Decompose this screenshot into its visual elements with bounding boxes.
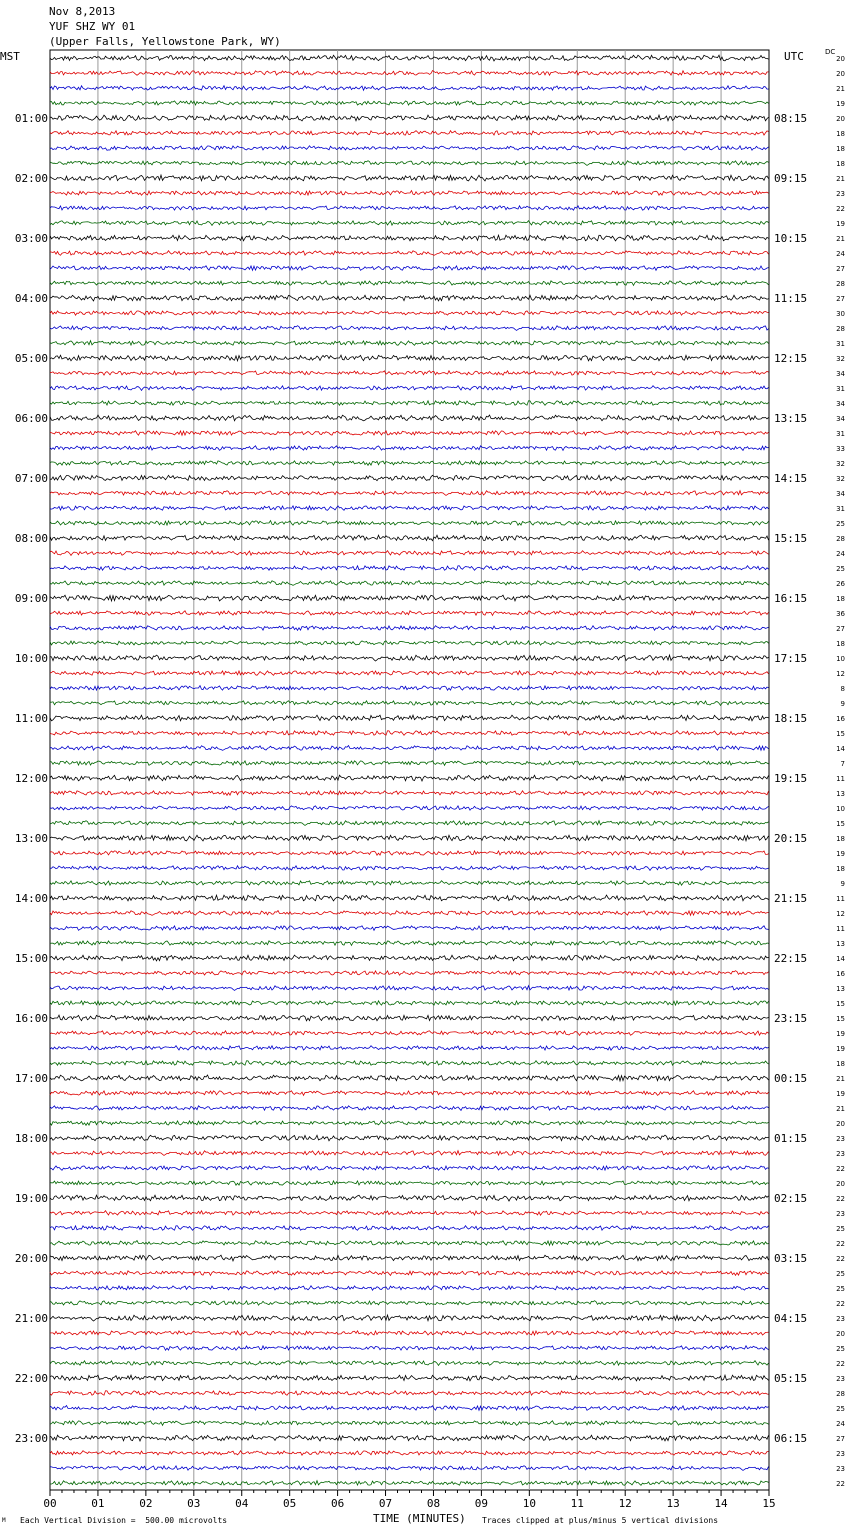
seismic-trace: [50, 281, 769, 286]
dc-value: 20: [836, 1120, 845, 1128]
left-hour-label: 02:00: [14, 172, 48, 185]
x-tick-label: 11: [570, 1497, 584, 1510]
dc-value: 21: [836, 85, 845, 93]
seismic-trace: [50, 851, 769, 856]
dc-value: 28: [836, 1390, 845, 1398]
right-hour-label: 09:15: [774, 172, 808, 185]
seismic-trace: [50, 311, 769, 315]
dc-value: 19: [836, 100, 845, 108]
dc-value: 27: [836, 1435, 845, 1443]
right-hour-label: 17:15: [774, 652, 808, 665]
seismic-trace: [50, 1435, 769, 1441]
seismic-trace: [50, 1301, 769, 1306]
dc-value: 22: [836, 205, 845, 213]
left-hour-label: 15:00: [14, 952, 48, 965]
seismic-trace: [50, 535, 769, 541]
dc-value: 22: [836, 1360, 845, 1368]
dc-value: 9: [840, 880, 845, 888]
seismic-trace: [50, 131, 769, 135]
dc-value: 15: [836, 730, 845, 738]
seismic-trace: [50, 191, 769, 196]
dc-value: 25: [836, 1345, 845, 1353]
left-hour-label: 16:00: [14, 1012, 48, 1025]
dc-value: 23: [836, 1150, 845, 1158]
seismic-trace: [50, 671, 769, 676]
left-hour-label: 14:00: [14, 892, 48, 905]
dc-value: 11: [836, 895, 845, 903]
dc-value: 20: [836, 70, 845, 78]
seismic-trace: [50, 1181, 769, 1185]
dc-value: 32: [836, 475, 845, 483]
dc-value: 13: [836, 790, 845, 798]
dc-value: 11: [836, 925, 845, 933]
dc-header-label: DC: [825, 48, 836, 56]
seismic-trace: [50, 1046, 769, 1051]
seismic-trace: [50, 626, 769, 631]
corner-mark: M: [2, 1517, 6, 1524]
left-hour-label: 21:00: [14, 1312, 48, 1325]
seismic-trace: [50, 461, 769, 466]
dc-value: 21: [836, 175, 845, 183]
dc-value: 31: [836, 340, 845, 348]
right-hour-label: 08:15: [774, 112, 808, 125]
dc-value: 18: [836, 640, 845, 648]
dc-value: 25: [836, 520, 845, 528]
seismic-trace: [50, 1015, 769, 1021]
seismic-trace: [50, 1406, 769, 1411]
right-hour-label: 22:15: [774, 952, 808, 965]
seismic-trace: [50, 55, 769, 61]
dc-value: 25: [836, 1405, 845, 1413]
left-hour-label: 22:00: [14, 1372, 48, 1385]
dc-value: 20: [836, 115, 845, 123]
dc-value: 22: [836, 1480, 845, 1488]
dc-value: 23: [836, 1465, 845, 1473]
dc-value: 19: [836, 1090, 845, 1098]
seismic-trace: [50, 1481, 769, 1486]
seismic-trace: [50, 1241, 769, 1246]
dc-value: 28: [836, 280, 845, 288]
x-tick-label: 03: [187, 1497, 201, 1510]
seismic-trace: [50, 731, 769, 736]
left-hour-label: 23:00: [14, 1432, 48, 1445]
left-hour-label: 06:00: [14, 412, 48, 425]
dc-value: 22: [836, 1300, 845, 1308]
seismic-trace: [50, 941, 769, 946]
seismic-trace: [50, 1091, 769, 1096]
left-hour-label: 13:00: [14, 832, 48, 845]
dc-value: 18: [836, 1060, 845, 1068]
dc-value: 19: [836, 220, 845, 228]
seismic-trace: [50, 821, 769, 826]
station-location: (Upper Falls, Yellowstone Park, WY): [49, 35, 281, 48]
seismic-trace: [50, 641, 769, 645]
dc-value: 32: [836, 355, 845, 363]
x-axis-title: TIME (MINUTES): [373, 1512, 466, 1525]
seismic-trace: [50, 791, 769, 796]
right-hour-label: 14:15: [774, 472, 808, 485]
seismic-trace: [50, 1226, 769, 1231]
seismic-trace: [50, 431, 769, 436]
left-hour-label: 04:00: [14, 292, 48, 305]
dc-value: 18: [836, 865, 845, 873]
vertical-division-note: Each Vertical Division = 500.00 microvolts: [20, 1516, 228, 1525]
x-tick-label: 14: [714, 1497, 728, 1510]
seismic-trace: [50, 206, 769, 210]
seismic-trace: [50, 611, 769, 616]
dc-value: 22: [836, 1240, 845, 1248]
seismic-trace: [50, 1166, 769, 1171]
seismic-trace: [50, 1121, 769, 1126]
dc-value: 16: [836, 970, 845, 978]
dc-value: 27: [836, 625, 845, 633]
dc-value: 23: [836, 1450, 845, 1458]
seismic-trace: [50, 86, 769, 91]
dc-value: 14: [836, 955, 845, 963]
seismic-trace: [50, 835, 769, 841]
dc-value: 25: [836, 565, 845, 573]
seismic-trace: [50, 1195, 769, 1201]
dc-value: 33: [836, 445, 845, 453]
seismic-trace: [50, 1271, 769, 1276]
x-tick-label: 09: [474, 1497, 489, 1510]
x-tick-label: 04: [235, 1497, 249, 1510]
seismic-trace: [50, 1375, 769, 1381]
dc-value: 24: [836, 1420, 845, 1428]
dc-value: 23: [836, 1375, 845, 1383]
seismic-trace: [50, 506, 769, 511]
seismic-trace: [50, 475, 769, 481]
dc-value: 25: [836, 1270, 845, 1278]
right-hour-label: 15:15: [774, 532, 808, 545]
x-tick-label: 12: [618, 1497, 632, 1510]
left-hour-label: 20:00: [14, 1252, 48, 1265]
seismic-trace: [50, 971, 769, 976]
seismic-trace: [50, 715, 769, 721]
dc-value: 9: [840, 700, 845, 708]
clip-note: Traces clipped at plus/minus 5 vertical divisions: [482, 1516, 719, 1525]
seismic-trace: [50, 895, 769, 901]
right-hour-label: 12:15: [774, 352, 808, 365]
right-timezone-label: UTC: [784, 50, 804, 63]
seismic-trace: [50, 701, 769, 706]
seismic-trace: [50, 355, 769, 361]
left-hour-label: 12:00: [14, 772, 48, 785]
seismic-trace: [50, 1106, 769, 1111]
seismic-trace: [50, 1466, 769, 1471]
dc-value: 21: [836, 1105, 845, 1113]
seismic-trace: [50, 1075, 769, 1081]
seismic-trace: [50, 146, 769, 151]
seismic-trace: [50, 1421, 769, 1426]
seismic-trace: [50, 686, 769, 691]
dc-value: 18: [836, 160, 845, 168]
seismic-trace: [50, 71, 769, 76]
right-hour-label: 03:15: [774, 1252, 808, 1265]
dc-value: 28: [836, 535, 845, 543]
seismic-trace: [50, 371, 769, 375]
right-hour-label: 00:15: [774, 1072, 808, 1085]
station-code: YUF SHZ WY 01: [49, 20, 136, 33]
dc-value: 20: [836, 55, 845, 63]
dc-value: 12: [836, 670, 845, 678]
seismic-trace: [50, 775, 769, 781]
seismic-trace: [50, 221, 769, 226]
dc-value: 13: [836, 940, 845, 948]
dc-value: 16: [836, 715, 845, 723]
right-hour-label: 21:15: [774, 892, 808, 905]
seismic-trace: [50, 806, 769, 810]
dc-value: 34: [836, 370, 845, 378]
x-tick-label: 10: [522, 1497, 536, 1510]
x-tick-label: 05: [283, 1497, 297, 1510]
dc-value: 19: [836, 1045, 845, 1053]
dc-value: 22: [836, 1165, 845, 1173]
x-tick-label: 01: [91, 1497, 105, 1510]
seismic-trace: [50, 521, 769, 526]
dc-value: 34: [836, 415, 845, 423]
seismic-trace: [50, 1001, 769, 1006]
right-hour-label: 11:15: [774, 292, 808, 305]
seismic-trace: [50, 746, 769, 751]
seismic-trace: [50, 595, 769, 601]
left-hour-label: 09:00: [14, 592, 48, 605]
dc-value: 21: [836, 235, 845, 243]
dc-value: 22: [836, 1195, 845, 1203]
right-hour-label: 18:15: [774, 712, 808, 725]
seismic-trace: [50, 251, 769, 256]
x-tick-label: 15: [762, 1497, 776, 1510]
seismic-trace: [50, 761, 769, 766]
seismic-trace: [50, 1255, 769, 1261]
seismic-trace: [50, 1346, 769, 1350]
right-hour-label: 06:15: [774, 1432, 808, 1445]
dc-value: 14: [836, 745, 845, 753]
seismic-trace: [50, 911, 769, 916]
dc-value: 32: [836, 460, 845, 468]
seismic-trace: [50, 1315, 769, 1321]
dc-value: 10: [836, 655, 845, 663]
dc-value: 23: [836, 1210, 845, 1218]
seismic-trace: [50, 266, 769, 271]
dc-value: 8: [840, 685, 845, 693]
plot-frame: [50, 50, 769, 1490]
dc-value: 12: [836, 910, 845, 918]
dc-value: 24: [836, 250, 845, 258]
dc-value: 24: [836, 550, 845, 558]
dc-value: 19: [836, 1030, 845, 1038]
dc-value: 15: [836, 820, 845, 828]
left-hour-label: 05:00: [14, 352, 48, 365]
seismic-trace: [50, 866, 769, 871]
plot-date: Nov 8,2013: [49, 5, 116, 18]
right-hour-label: 13:15: [774, 412, 808, 425]
dc-value: 15: [836, 1000, 845, 1008]
dc-value: 25: [836, 1285, 845, 1293]
dc-value: 31: [836, 430, 845, 438]
left-hour-label: 01:00: [14, 112, 48, 125]
dc-value: 19: [836, 850, 845, 858]
dc-value: 18: [836, 130, 845, 138]
right-hour-label: 04:15: [774, 1312, 808, 1325]
right-hour-label: 20:15: [774, 832, 808, 845]
seismic-trace: [50, 1211, 769, 1216]
dc-value: 27: [836, 295, 845, 303]
seismic-trace: [50, 326, 769, 331]
left-timezone-label: MST: [0, 50, 20, 63]
seismic-trace: [50, 881, 769, 886]
right-hour-label: 16:15: [774, 592, 808, 605]
dc-value: 34: [836, 400, 845, 408]
seismic-trace: [50, 655, 769, 661]
dc-value: 20: [836, 1330, 845, 1338]
seismic-trace: [50, 1361, 769, 1366]
x-tick-label: 08: [426, 1497, 441, 1510]
seismic-trace: [50, 446, 769, 451]
x-tick-label: 06: [330, 1497, 345, 1510]
x-tick-label: 02: [139, 1497, 153, 1510]
dc-value: 28: [836, 325, 845, 333]
seismic-trace: [50, 1135, 769, 1141]
dc-value: 22: [836, 1255, 845, 1263]
right-hour-label: 19:15: [774, 772, 808, 785]
right-hour-label: 23:15: [774, 1012, 808, 1025]
seismic-trace: [50, 1151, 769, 1156]
left-hour-label: 19:00: [14, 1192, 48, 1205]
dc-value: 18: [836, 595, 845, 603]
seismic-trace: [50, 295, 769, 301]
dc-value: 13: [836, 985, 845, 993]
dc-value: 21: [836, 1075, 845, 1083]
seismic-trace: [50, 1061, 769, 1066]
dc-value: 23: [836, 1135, 845, 1143]
left-hour-label: 08:00: [14, 532, 48, 545]
seismic-trace: [50, 386, 769, 391]
seismic-trace: [50, 955, 769, 961]
dc-value: 23: [836, 1315, 845, 1323]
right-hour-label: 01:15: [774, 1132, 808, 1145]
dc-value: 11: [836, 775, 845, 783]
seismic-trace: [50, 175, 769, 181]
dc-value: 31: [836, 385, 845, 393]
x-tick-label: 00: [43, 1497, 57, 1510]
seismic-trace: [50, 986, 769, 991]
seismic-trace: [50, 415, 769, 421]
seismic-trace: [50, 101, 769, 105]
seismic-trace: [50, 926, 769, 931]
right-hour-label: 02:15: [774, 1192, 808, 1205]
seismic-trace: [50, 581, 769, 586]
left-hour-label: 18:00: [14, 1132, 48, 1145]
left-hour-label: 11:00: [14, 712, 48, 725]
seismic-trace: [50, 566, 769, 571]
right-hour-label: 10:15: [774, 232, 808, 245]
seismic-trace: [50, 491, 769, 496]
left-hour-label: 17:00: [14, 1072, 48, 1085]
dc-value: 18: [836, 835, 845, 843]
left-hour-label: 10:00: [14, 652, 48, 665]
dc-value: 20: [836, 1180, 845, 1188]
dc-value: 23: [836, 190, 845, 198]
seismic-trace: [50, 1031, 769, 1036]
seismic-trace: [50, 401, 769, 406]
seismic-trace: [50, 1331, 769, 1336]
seismic-trace: [50, 341, 769, 346]
dc-value: 25: [836, 1225, 845, 1233]
dc-value: 36: [836, 610, 845, 618]
seismic-trace: [50, 115, 769, 121]
dc-value: 7: [840, 760, 845, 768]
seismic-trace: [50, 1451, 769, 1456]
dc-value: 15: [836, 1015, 845, 1023]
seismic-trace: [50, 551, 769, 556]
seismic-trace: [50, 161, 769, 166]
dc-value: 18: [836, 145, 845, 153]
left-hour-label: 03:00: [14, 232, 48, 245]
left-hour-label: 07:00: [14, 472, 48, 485]
right-hour-label: 05:15: [774, 1372, 808, 1385]
dc-value: 34: [836, 490, 845, 498]
seismic-trace: [50, 235, 769, 241]
dc-value: 10: [836, 805, 845, 813]
dc-value: 26: [836, 580, 845, 588]
dc-value: 31: [836, 505, 845, 513]
x-tick-label: 07: [378, 1497, 393, 1510]
dc-value: 30: [836, 310, 845, 318]
dc-value: 27: [836, 265, 845, 273]
seismic-trace: [50, 1391, 769, 1396]
seismic-trace: [50, 1286, 769, 1291]
x-tick-label: 13: [666, 1497, 680, 1510]
